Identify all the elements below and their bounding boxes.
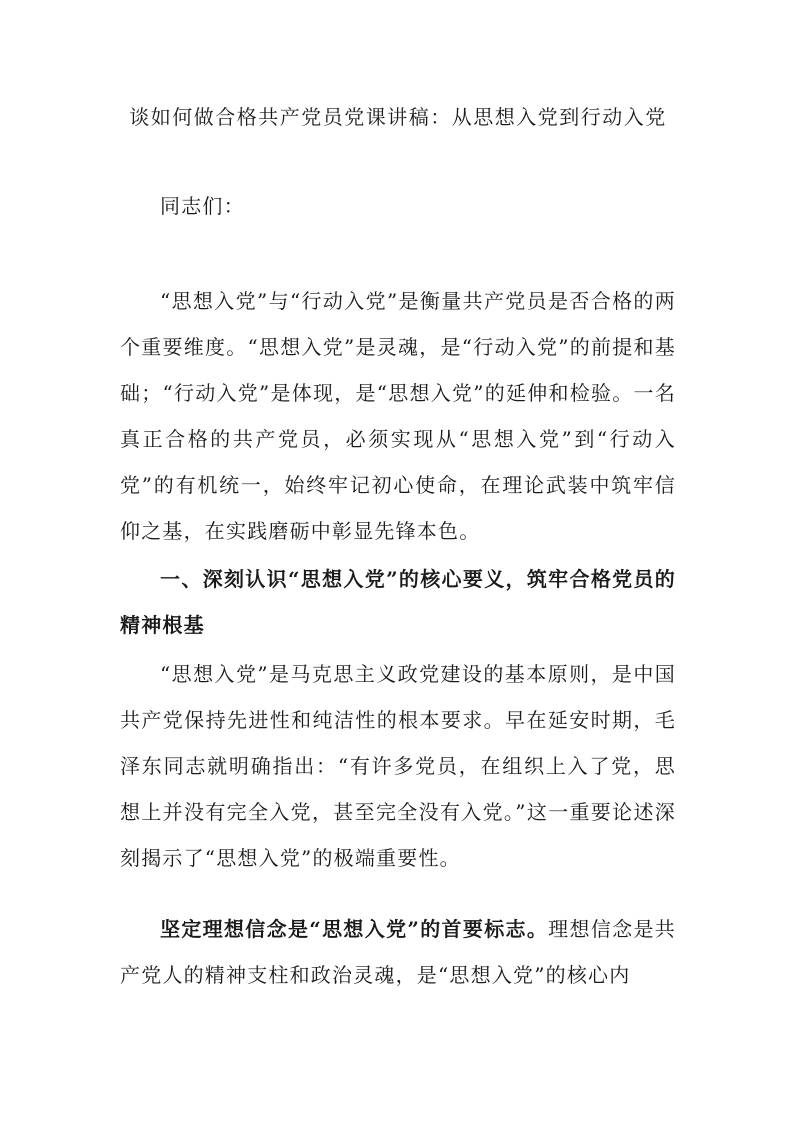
greeting: 同志们：: [160, 194, 245, 218]
section-heading-1: 一、深刻认识“思想入党”的核心要义，筑牢合格党员的精神根基: [120, 567, 676, 637]
paragraph-lead-sentence: 坚定理想信念是“思想入党”的首要标志。: [160, 917, 549, 941]
section1-paragraph-2: [120, 906, 676, 998]
intro-paragraph: “思想入党”与“行动入党”是衡量共产党员是否合格的两个重要维度。“思想入党”是灵魂，是“行动入党”的前提和基础；“行动入党”是体现，是“思想入党”的延伸和检验。一名真正合格的共产党员，必须实现从“思想入党”到“行动入党”的有机统一，始终牢记初心使命，在理论武装中筑牢信仰之基，在实践磨砺中彰显先锋本色。: [120, 289, 676, 543]
paragraph-body: 理想信念是共产党人的精神支柱和政治灵魂，是“思想入党”的核心内: [120, 917, 676, 987]
section1-paragraph-1: “思想入党”是马克思主义政党建设的基本原则，是中国共产党保持先进性和纯洁性的根本要求。早在延安时期，毛泽东同志就明确指出：“有许多党员，在组织上入了党，思想上并没有完全入党，甚至完全没有入党。”这一重要论述深刻揭示了“思想入党”的极端重要性。: [120, 662, 676, 870]
document-title: 谈如何做合格共产党员党课讲稿：从思想入党到行动入党: [129, 105, 667, 129]
